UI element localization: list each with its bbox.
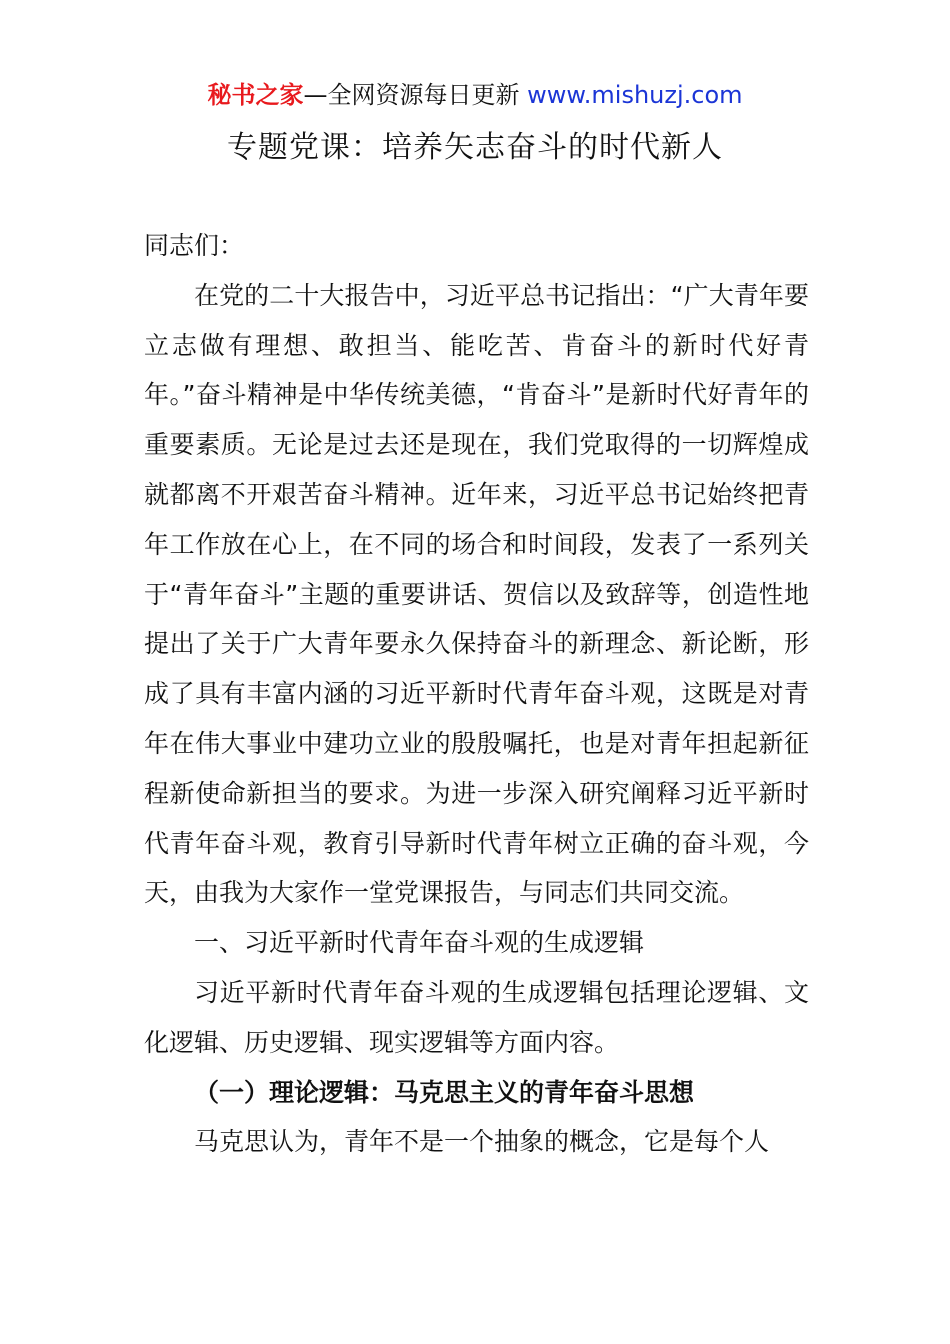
body-paragraph: 马克思认为，青年不是一个抽象的概念，它是每个人 <box>194 1127 770 1157</box>
site-name: 秘书之家 <box>207 81 304 109</box>
salutation: 同志们： <box>144 231 245 260</box>
intro-paragraph: 在党的二十大报告中，习近平总书记指出：“广大青年要立志做有理想、敢担当、能吃苦、肯奋斗的新时代好青年。”奋斗精神是中华传统美德，“肯奋斗”是新时代好青年的重要素质。无论是过去还是现在，我们党取得的一切辉煌成就都离不开艰苦奋斗精神。近年来，习近平总书记始终把青年工作放在心上，在不同的场合和时间段，发表了一系列关于“青年奋斗”主题的重要讲话、贺信以及致辞等，创造性地提出了关于广大青年要永久保持奋斗的新理念、新论断，形成了具有丰富内涵的习近平新时代青年奋斗观，这既是对青年在伟大事业中建功立业的殷殷嘱托，也是对青年担起新征程新使命新担当的要求。为进一步深入研究阐释习近平新时代青年奋斗观，教育引导新时代青年树立正确的奋斗观，今天，由我为大家作一堂党课报告，与同志们共同交流。 <box>144 280 809 908</box>
site-header <box>0 78 950 112</box>
document-body <box>144 221 809 1167</box>
site-url-link[interactable]: www.mishuzj.com <box>527 81 743 109</box>
section-heading: 一、习近平新时代青年奋斗观的生成逻辑 <box>194 928 645 958</box>
section-summary-paragraph: 习近平新时代青年奋斗观的生成逻辑包括理论逻辑、文化逻辑、历史逻辑、现实逻辑等方面内容。 <box>144 977 809 1057</box>
document-title: 专题党课：培养矢志奋斗的时代新人 <box>227 130 723 165</box>
subsection-heading: （一）理论逻辑：马克思主义的青年奋斗思想 <box>194 1077 695 1107</box>
site-tagline: —全网资源每日更新 <box>303 81 520 109</box>
